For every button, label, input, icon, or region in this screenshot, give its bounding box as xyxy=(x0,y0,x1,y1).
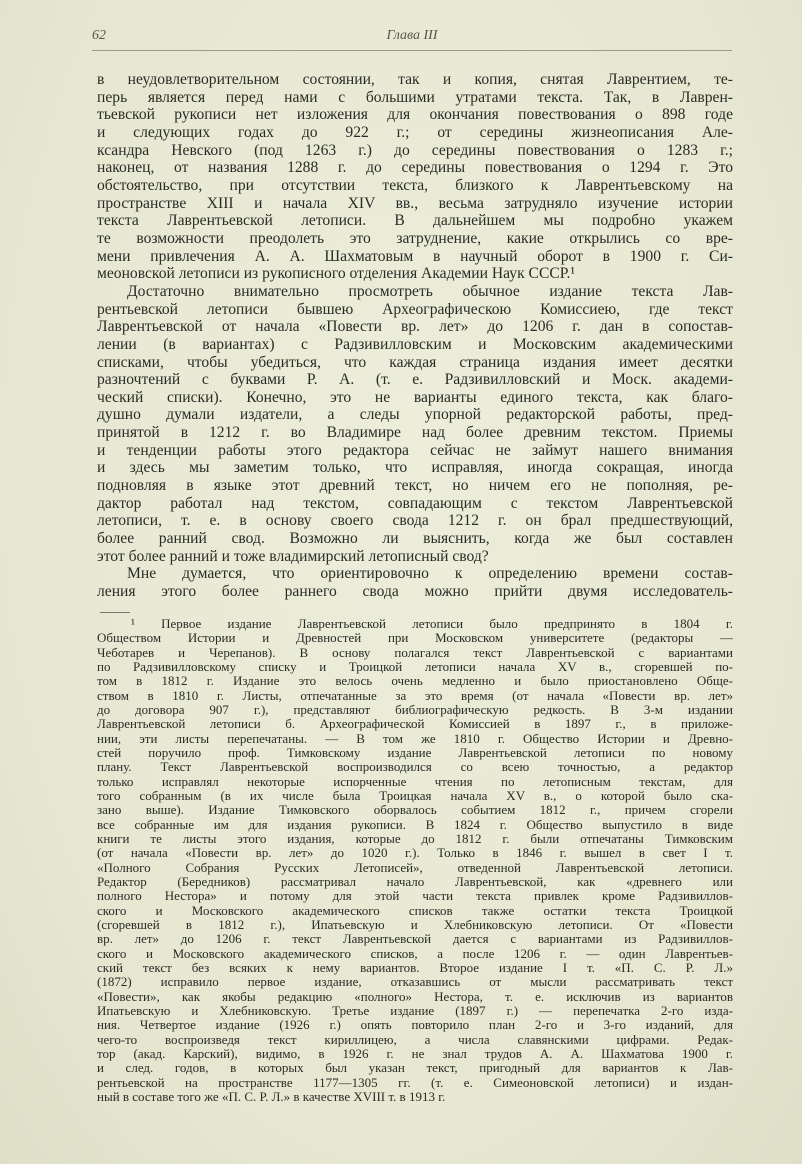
footnote-line: ского и Московского академического списков, а после 1206 г. — один Лаврентьев- xyxy=(97,946,733,961)
text-line: ления этого более раннего свода можно прийти двумя исследователь- xyxy=(97,583,733,601)
footnote-line: «Повести», как якобы редакцию «полного» Нестора, т. е. исключив из вариантов xyxy=(97,989,733,1004)
text-line: меоновской летописи из рукописного отделения Академии Наук СССР.¹ xyxy=(97,265,576,283)
footnote-line: все собранные им для издания рукописи. В 1824 г. Общество выпустило в виде xyxy=(97,817,733,832)
main-text xyxy=(97,71,733,601)
text-line: лении (в вариантах) с Радзивилловским и Московским академическими xyxy=(97,335,733,353)
footnote-line: ния. Четвертое издание (1926 г.) опять повторило план 2-го и 3-го изданий, для xyxy=(97,1018,733,1033)
footnote-line: по Радзивилловскому списку и Троицкой летописи начала XV в., сгоревшей по- xyxy=(97,659,733,674)
text-line: этот более ранний и тоже владимирский летописный свод? xyxy=(97,547,489,565)
footnote-line: ский текст без всяких к нему вариантов. Второе издание I т. «П. С. Р. Л.» xyxy=(97,960,733,975)
footnote-separator xyxy=(100,612,130,613)
text-line: пространстве XIII и начала XIV вв., весьма затрудняло изучение истории xyxy=(97,194,733,212)
footnote-line: Лаврентьевской летописи б. Археографической Комиссией в 1897 г., в приложе- xyxy=(97,717,733,732)
text-line: и следующих годах до 922 г.; от середины жизнеописания Але- xyxy=(97,123,733,141)
footnote-line: Редактор (Бередников) рассматривал начало Лаврентьевской, как «древнего или xyxy=(97,874,733,889)
footnote-line: (1872) исправило первое издание, отказавшись от мысли рассматривать текст xyxy=(97,975,733,990)
footnote-line: до договора 907 г.), представляют библиографическую редкость. В 3-м издании xyxy=(97,702,733,717)
footnote-line: чего-то воспроизведя текст кириллицею, а числа славянскими цифрами. Редак- xyxy=(97,1032,733,1047)
footnote-line: (от начала «Повести вр. лет» до 1020 г.). Только в 1846 г. вышел в свет I т. xyxy=(97,846,733,861)
footnote-line: полного Нестора» и потому для этой части текста привлек кроме Радзивиллов- xyxy=(97,889,733,904)
footnote-line: том в 1812 г. Издание это велось очень медленно и было приостановлено Обще- xyxy=(97,674,733,689)
text-line: текста Лаврентьевской летописи. В дальнейшем мы подробно укажем xyxy=(97,212,733,230)
footnote-line: ный в составе того же «П. С. Р. Л.» в качестве XVIII т. в 1913 г. xyxy=(97,1089,446,1104)
footnote-line: тор (акад. Карский), видимо, в 1926 г. не знал трудов А. А. Шахматова 1900 г. xyxy=(97,1046,733,1061)
footnote-line: зано выше). Издание Тимковского оборвалось событием 1812 г., причем сгорели xyxy=(97,803,733,818)
footnote-line: «Полного Собрания Русских Летописей», отведенной Лаврентьевской летописи. xyxy=(97,860,733,875)
chapter-title: Глава III xyxy=(386,28,438,43)
text-line: дактор работал над текстом, совпадающим с текстом Лаврентьевской xyxy=(97,494,733,512)
text-line: тьевской рукописи нет изложения для окончания повествования о 898 годе xyxy=(97,106,733,124)
running-head xyxy=(92,28,732,48)
header-rule xyxy=(92,50,732,51)
footnote-line: Чеботарев и Черепанов). В основу полагался текст Лаврентьевской с вариантами xyxy=(97,645,733,660)
footnote-line: только исправлял некоторые испорченные чтения по летописным текстам, для xyxy=(97,774,733,789)
text-line: и тенденции работы этого редактора сейчас не займут нашего внимания xyxy=(97,441,733,459)
footnote-line: нии, эти листы перепечатаны. — В том же 1810 г. Общество Истории и Древно- xyxy=(97,731,733,746)
footnote-line: того собранным (в их числе была Троицкая начала XV в., о которой было ска- xyxy=(97,788,733,803)
footnote-line: и след. годов, в которых был указан текст, пригодный для вариантов к Лав- xyxy=(97,1061,733,1076)
text-line: принятой в 1212 г. во Владимире над более древним текстом. Приемы xyxy=(97,424,733,442)
text-line: обстоятельство, при отсутствии текста, близкого к Лаврентьевскому на xyxy=(97,176,733,194)
text-line: ческий списки). Конечно, это не варианты единого текста, как благо- xyxy=(97,388,733,406)
text-line: более ранний свод. Возможно ли выяснить, когда же был составлен xyxy=(97,530,733,548)
text-line: списками, чтобы убедиться, что каждая страница издания имеет десятки xyxy=(97,353,733,371)
footnote-line: книги те листы этого издания, которые до 1812 г. были отпечатаны Тимковским xyxy=(97,831,733,846)
footnote xyxy=(97,617,733,1104)
footnote-line: ¹ Первое издание Лаврентьевской летописи было предпринято в 1804 г. xyxy=(131,617,733,631)
footnote-line: ского и Московского академического списков также остатки текста Троицкой xyxy=(97,903,733,918)
text-line: летописи, т. е. в основу своего свода 1212 г. он брал предшествующий, xyxy=(97,512,733,530)
text-line: ксандра Невского (под 1263 г.) до середины повествования о 1283 г.; xyxy=(97,141,733,159)
footnote-line: ством в 1810 г. Листы, отпечатанные за это время (от начала «Повести вр. лет» xyxy=(97,688,733,703)
footnote-line: Ипатьевскую и Хлебниковскую. Третье издание (1897 г.) — перепечатка 2-го изда- xyxy=(97,1003,733,1018)
text-line: Лаврентьевской от начала «Повести вр. лет» до 1206 г. дан в сопостав- xyxy=(97,318,733,336)
text-line: разночтений с буквами Р. А. (т. е. Радзивилловский и Моск. академи- xyxy=(97,371,733,389)
footnote-line: (сгоревшей в 1812 г.), Ипатьевскую и Хлебниковскую летописи. От «Повести xyxy=(97,917,733,932)
text-line: Достаточно внимательно просмотреть обычное издание текста Лав- xyxy=(127,282,733,300)
footnote-line: Обществом Истории и Древностей при Московском университете (редакторы — xyxy=(97,631,733,646)
footnote-line: вр. лет» до 1206 г. текст Лаврентьевской дается с вариантами из Радзивиллов- xyxy=(97,932,733,947)
text-line: душно думали издатели, а следы упорной редакторской работы, пред- xyxy=(97,406,733,424)
text-line: в неудовлетворительном состоянии, так и копия, снятая Лаврентием, те- xyxy=(97,71,733,88)
text-line: Мне думается, что ориентировочно к определению времени состав- xyxy=(127,565,733,583)
text-line: рентьевской летописи бывшею Археографическою Комиссиею, где текст xyxy=(97,300,733,318)
footnote-line: рентьевской на пространстве 1177—1305 гг. (т. е. Симеоновской летописи) и издан- xyxy=(97,1075,733,1090)
text-line: подновляя в языке этот древний текст, но ничем его не пополняя, ре- xyxy=(97,477,733,495)
text-line: мени привлечения А. А. Шахматовым в научный оборот в 1900 г. Си- xyxy=(97,247,733,265)
text-line: и здесь мы заметим только, что исправляя, иногда сокращая, иногда xyxy=(97,459,733,477)
text-line: те возможности преодолеть это затруднение, какие открылись со вре- xyxy=(97,229,733,247)
footnote-line: стей поручило проф. Тимковскому издание Лаврентьевской летописи по новому xyxy=(97,745,733,760)
page-number: 62 xyxy=(92,28,106,43)
text-line: перь является перед нами с большими утратами текста. Так, в Лаврен- xyxy=(97,88,733,106)
footnote-line: плану. Текст Лаврентьевской воспроизводился со всею точностью, а редактор xyxy=(97,760,733,775)
text-line: наконец, от названия 1288 г. до середины повествования о 1294 г. Это xyxy=(97,159,733,177)
